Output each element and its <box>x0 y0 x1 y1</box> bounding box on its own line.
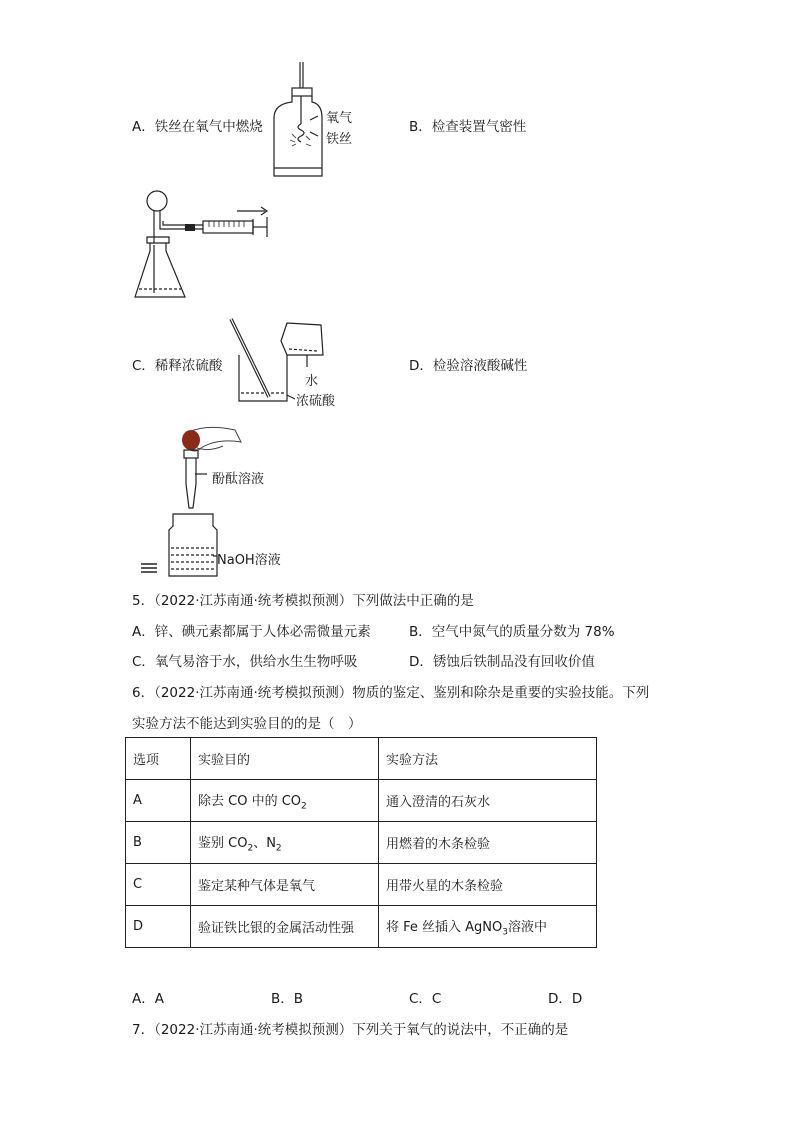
table-row <box>126 822 597 864</box>
row-purpose: 鉴定某种气体是氧气 <box>191 864 379 906</box>
q5-stem: 5．（2022·江苏南通·统考模拟预测）下列做法中正确的是 <box>132 593 474 609</box>
header-purpose: 实验目的 <box>191 738 379 780</box>
table-header-row <box>126 738 597 780</box>
label-iron-wire: 铁丝 <box>326 132 353 147</box>
row-method: 将 Fe 丝插入 AgNO$_3$溶液中 <box>379 906 597 948</box>
label-naoh: NaOH溶液 <box>217 553 281 568</box>
q5-option-b: B．空气中氮气的质量分数为 78% <box>409 624 615 640</box>
option-c-text: C．稀释浓硫酸 <box>132 358 223 374</box>
table-row <box>126 864 597 906</box>
row-option: C <box>126 864 191 906</box>
table-row <box>126 906 597 948</box>
row-purpose: 验证铁比银的金属活动性强 <box>191 906 379 948</box>
row-option: D <box>126 906 191 948</box>
label-phenolphthalein: 酚酞溶液 <box>212 472 265 487</box>
q7-stem: 7．（2022·江苏南通·统考模拟预测）下列关于氧气的说法中，不正确的是 <box>132 1022 569 1038</box>
q6-answer-b: B．B <box>271 991 304 1007</box>
row-purpose: 除去 CO 中的 $CO_2$ <box>191 780 379 822</box>
q5-option-d: D．锈蚀后铁制品没有回收价值 <box>409 654 595 670</box>
label-oxygen: 氧气 <box>326 111 353 126</box>
q6-answer-c: C．C <box>409 991 442 1007</box>
figure-air-tightness-check <box>133 185 283 305</box>
q5-option-a: A．锌、碘元素都属于人体必需微量元素 <box>132 624 371 640</box>
label-conc-acid: 浓硫酸 <box>296 394 336 409</box>
q6-stem-line2: 实验方法不能达到实验目的的是（ ） <box>132 716 362 732</box>
table-row <box>126 780 597 822</box>
header-option: 选项 <box>126 738 191 780</box>
q6-answer-a: A．A <box>132 991 164 1007</box>
row-option: A <box>126 780 191 822</box>
q6-stem-line1: 6．（2022·江苏南通·统考模拟预测）物质的鉴定、鉴别和除杂是重要的实验技能。下列 <box>132 685 650 701</box>
header-method: 实验方法 <box>379 738 597 780</box>
option-a-text: A．铁丝在氧气中燃烧 <box>132 119 263 135</box>
row-purpose: 鉴别 $CO_2$、$N_2$ <box>191 822 379 864</box>
row-method: 用燃着的木条检验 <box>379 822 597 864</box>
row-option: B <box>126 822 191 864</box>
q6-answer-d: D．D <box>548 991 583 1007</box>
label-water: 水 <box>305 374 319 389</box>
q6-table <box>125 737 597 948</box>
q5-option-c: C．氧气易溶于水，供给水生生物呼吸 <box>132 654 358 670</box>
option-d-text: D．检验溶液酸碱性 <box>409 358 528 374</box>
row-method: 通入澄清的石灰水 <box>379 780 597 822</box>
option-b-text: B．检查装置气密性 <box>409 119 527 135</box>
row-method: 用带火星的木条检验 <box>379 864 597 906</box>
